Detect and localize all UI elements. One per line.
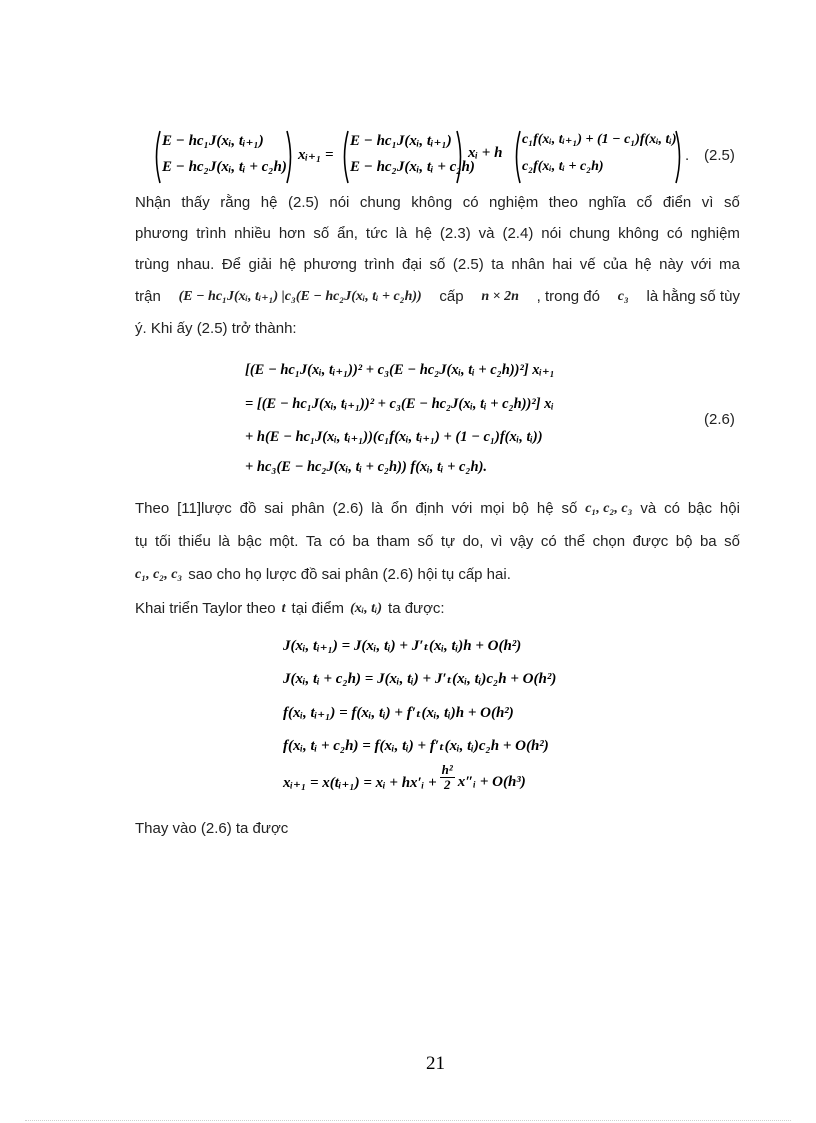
para2-line1 [135,500,740,517]
para1-l1-word: nghiệm [489,194,539,211]
para1-l4-a: trận [135,288,161,305]
para2-l2-word: ba [352,533,370,550]
para1-l3-word: Để [221,256,241,273]
para2-l2-word: tụ [135,533,148,550]
left-paren [152,130,162,184]
taylor-intro [135,600,445,617]
fraction-numerator: h² [441,762,453,777]
para1-l2-word: hệ [415,225,432,242]
para2-l2-word: ba [699,533,717,550]
para2-l3-text: sao cho họ lược đồ sai phân (2.6) hội tụ cấp hai. [188,566,511,583]
para2-l1-word: Theo [135,500,170,517]
para1-l3-word: ma [719,256,740,273]
para2-l1-word: bậc [687,500,713,517]
para1-l3-word: của [603,256,628,273]
para2-l1-word: (2.6) [332,500,364,517]
para1-line3 [135,256,740,273]
taylor-expansions [283,636,603,806]
para1-l3-word: số [429,256,446,273]
taylor-eq3: f(xᵢ, tᵢ₊₁) = f(xᵢ, tᵢ) + f′ₜ(xᵢ, tᵢ)h + O(h²) [283,705,514,721]
para2-l1-word: sai [264,500,284,517]
para2-l2-word: được [632,533,669,550]
para2-l2-word: chọn [592,533,626,550]
para1-l2-word: trình [196,225,227,242]
para2-l2-word: là [218,533,231,550]
para2-l2-word: vậy [510,533,534,550]
para2-l1-word: bộ [512,500,529,517]
para2-l2-word: số [724,533,740,550]
para1-l1-word: theo [548,194,578,211]
para1-l3-word: giải [248,256,272,273]
para2-l1-word: hệ [536,500,554,517]
para2-l1-word: phân [291,500,325,517]
para2-l2-word: Ta [305,533,322,550]
para2-l1-word: [11]lược [177,500,232,517]
page-bottom-divider [25,1120,791,1121]
right-paren [455,130,465,184]
para2-l2-word: một. [269,533,299,550]
para2-l2-word: số [417,533,434,550]
para1-l2-word: chung [569,225,611,242]
para2-l2-word: có [540,533,557,550]
para1-l1-word: số [723,194,740,211]
eq25-rhs2-row2: c₂f(xᵢ, tᵢ + c₂h) [522,159,604,174]
para2-l2-word: tối [155,533,171,550]
para1-l1-word: rằng [220,194,251,211]
para1-l1-word: không [411,194,453,211]
para1-l3-word: với [690,256,712,273]
para1-l1-word: Nhận [135,194,171,211]
para1-l3-word: ta [491,256,504,273]
taylor-intro-a: Khai triển Taylor theo [135,600,276,617]
eq26-line1: [(E − hc₁J(xᵢ, tᵢ₊₁))² + c₃(E − hc₂J(xᵢ, tᵢ + c₂h))²] xᵢ₊₁ [245,362,555,378]
para1-l3-word: vế [579,256,596,273]
taylor-intro-c: ta được: [388,600,445,617]
para1-l3-word: hệ [634,256,652,273]
eq26-line3: + h(E − hc₁J(xᵢ, tᵢ₊₁))(c₁f(xᵢ, tᵢ₊₁) + (1 − c₁)f(xᵢ, tᵢ)) [245,429,543,445]
c3-symbol: c₃ [617,288,629,304]
para1-l1-word: điển [662,194,692,211]
equation-2-5 [152,128,742,184]
taylor-eq5-b: x″ᵢ + O(h³) [457,774,526,790]
para1-l3-word: (2.5) [452,256,484,273]
fraction [440,763,455,792]
para2-l1-word: định [415,500,444,517]
para2-l1-word: với [451,500,473,517]
taylor-eq2: J(xᵢ, tᵢ + c₂h) = J(xᵢ, tᵢ) + J′ₜ(xᵢ, tᵢ)c₂h + O(h²) [283,671,557,687]
para1-l1-word: cổ [636,194,653,211]
para1-line5: ý. Khi ấy (2.5) trở thành: [135,320,297,337]
para1-l2-word: phương [135,225,189,242]
para2-l1-word: ổn [390,500,408,517]
page-number: 21 [426,1053,445,1074]
para2-l1-word: là [371,500,383,517]
para2-l2-word: bậc [237,533,262,550]
eq25-lhs-row2: E − hc₂J(xᵢ, tᵢ + c₂h) [162,159,287,175]
para1-l2-word: số [313,225,330,242]
para2-l2-word: thể [564,533,586,550]
para2-l2-word: có [329,533,346,550]
para1-l1-word: vì [701,194,714,211]
para1-l1-word: nghĩa [588,194,627,211]
left-paren [512,130,522,184]
para1-l2-word: (2.3) [439,225,471,242]
eq25-tail: . [685,147,690,164]
equation-number-2-6: (2.6) [704,411,735,428]
para1-l3-word: trùng [135,256,170,273]
coefficients-symbol: c₁, c₂, c₃ [585,500,633,516]
fraction-denominator: 2 [443,777,451,792]
para1-l3-word: đại [401,256,422,273]
para2-l2-word: bộ [675,533,693,550]
para1-line4 [135,288,740,305]
para2-l1-word: số [561,500,578,517]
para1-line1 [135,194,740,211]
para2-l1-word: đồ [239,500,257,517]
para1-l1-word: hệ [260,194,278,211]
para2-line3 [135,566,740,583]
para1-l1-word: có [462,194,479,211]
paragraph-2 [135,500,740,590]
eq25-rhs1-row2: E − hc₂J(xᵢ, tᵢ + c₂h) [350,159,475,175]
para1-l2-word: có [666,225,683,242]
para1-l1-word: chung [359,194,401,211]
para2-l2-word: do, [462,533,484,550]
eq25-rhs2-row1: c₁f(xᵢ, tᵢ₊₁) + (1 − c₁)f(xᵢ, tᵢ) [522,132,677,147]
para2-l1-word: hội [719,500,740,517]
taylor-eq5-a: xᵢ₊₁ = x(tᵢ₊₁) = xᵢ + hx′ᵢ + [283,775,437,791]
para1-l2-word: không [618,225,659,242]
para1-l4-c: , trong đó [536,288,600,305]
left-paren [340,130,350,184]
coefficients-symbol: c₁, c₂, c₃ [135,566,183,582]
taylor-eq5 [283,762,526,792]
t-symbol: t [281,600,286,616]
eq25-lhs-row1: E − hc₁J(xᵢ, tᵢ₊₁) [162,133,264,149]
para1-l2-word: ẩn, [337,225,358,242]
matrix-size: n × 2n [481,288,519,304]
para2-line2 [135,533,740,550]
para1-l3-word: trình [364,256,395,273]
para2-l2-word: tự [440,533,456,550]
para1-l3-word: này [659,256,684,273]
para2-l2-word: vì [490,533,503,550]
equation-2-6 [245,358,740,488]
closing-line: Thay vào (2.6) ta được [135,820,289,837]
para2-l1-word: có [664,500,680,517]
para1-l2-word: nhiều [234,225,271,242]
right-paren [674,130,684,184]
taylor-eq4: f(xᵢ, tᵢ + c₂h) = f(xᵢ, tᵢ) + f′ₜ(xᵢ, tᵢ)c₂h + O(h²) [283,738,549,754]
para1-l1-word: (2.5) [288,194,319,211]
taylor-intro-b: tại điểm [291,600,345,617]
para1-l2-word: là [395,225,408,242]
para1-l1-word: nói [329,194,350,211]
para1-l2-word: nghiệm [690,225,740,242]
right-paren [285,130,295,184]
para1-l2-word: (2.4) [502,225,534,242]
para1-l3-word: phương [303,256,357,273]
para1-l3-word: hệ [279,256,297,273]
para1-l4-d: là hằng số tùy [646,288,740,305]
eq25-rhs1-row1: E − hc₁J(xᵢ, tᵢ₊₁) [350,133,452,149]
para1-l2-word: và [478,225,495,242]
eq25-mid2: xᵢ + h [468,145,503,161]
para1-l2-word: nói [541,225,562,242]
para2-l1-word: mọi [480,500,505,517]
eq25-mid: xᵢ₊₁ = [298,147,334,163]
para1-l3-word: nhân [511,256,545,273]
eq26-line2: = [(E − hc₁J(xᵢ, tᵢ₊₁))² + c₃(E − hc₂J(xᵢ, tᵢ + c₂h))²] xᵢ [245,396,554,412]
para1-l3-word: hai [552,256,573,273]
taylor-eq1: J(xᵢ, tᵢ₊₁) = J(xᵢ, tᵢ) + J′ₜ(xᵢ, tᵢ)h + O(h²) [283,638,522,654]
equation-number-2-5: (2.5) [704,147,735,164]
eq26-line4: + hc₃(E − hc₂J(xᵢ, tᵢ + c₂h)) f(xᵢ, tᵢ + c₂h). [245,459,488,475]
para1-l3-word: nhau. [176,256,215,273]
paragraph-1 [135,194,740,344]
para1-l2-word: hơn [278,225,306,242]
para2-l1-word: và [640,500,657,517]
para2-l2-word: tham [376,533,411,550]
para1-l4-b: cấp [439,288,464,305]
para2-l2-word: thiểu [178,533,211,550]
para1-line2 [135,225,740,242]
point-symbol: (xᵢ, tᵢ) [350,600,383,616]
matrix-expression: (E − hc₁J(xᵢ, tᵢ₊₁) |c₃(E − hc₂J(xᵢ, tᵢ + c₂h)) [178,289,422,304]
para1-l1-word: thấy [181,194,210,211]
para1-l2-word: tức [365,225,388,242]
